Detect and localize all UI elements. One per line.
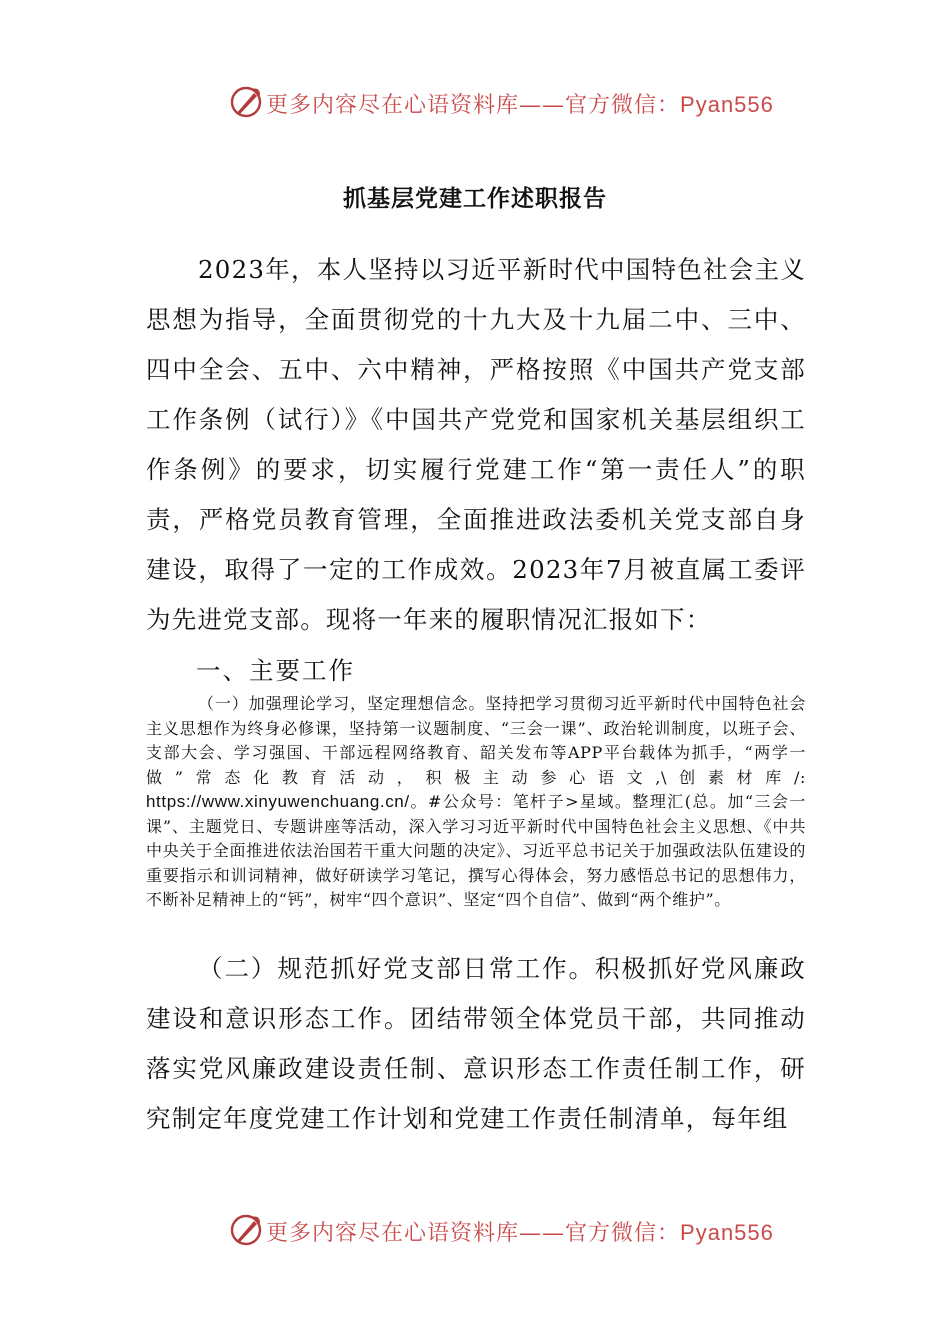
item-1-text-part1: （一）加强理论学习，坚定理想信念。坚持把学习贯彻习近平新时代中国特色社会主义思想作为终身必修课，坚持第一议题制度、“三会一课”、政治轮训制度，以班子会、支部大会、学习强国、干部远程网络教育、韶关发布等APP平台载体为抓手，“两学一做”常态化教育活动，积极主动参心语文,\创素材库/: — [146, 694, 806, 787]
item-1-paragraph — [146, 692, 806, 913]
watermark-wechat-id: Pyan556 — [680, 92, 774, 117]
watermark-wechat-id: Pyan556 — [680, 1220, 774, 1245]
item-1-url: https://www.xinyuwenchuang.cn/ — [146, 792, 410, 811]
quill-logo-icon — [228, 84, 264, 120]
item-2-paragraph: （二）规范抓好党支部日常工作。积极抓好党风廉政建设和意识形态工作。团结带领全体党员干部，共同推动落实党风廉政建设责任制、意识形态工作责任制工作，研究制定年度党建工作计划和党建工作责任制清单，每年组 — [146, 954, 806, 1133]
watermark-text — [266, 88, 774, 119]
section-heading-main-work: 一、主要工作 — [196, 656, 355, 685]
watermark-text — [266, 1216, 774, 1247]
quill-logo-icon — [228, 1212, 264, 1248]
watermark-brand: 更多内容尽在心语资料库 — [266, 93, 520, 118]
watermark-label: 官方微信： — [565, 93, 681, 118]
intro-paragraph: 2023年，本人坚持以习近平新时代中国特色社会主义思想为指导，全面贯彻党的十九大及十九届二中、三中、四中全会、五中、六中精神，严格按照《中国共产党支部工作条例（试行）》《中国共产党党和国家机关基层组织工作条例》的要求，切实履行党建工作“第一责任人”的职责，严格党员教育管理，全面推进政法委机关党支部自身建设，取得了一定的工作成效。2023年7月被直属工委评为先进党支部。现将一年来的履职情况汇报如下： — [146, 255, 806, 634]
watermark-brand: 更多内容尽在心语资料库 — [266, 1221, 520, 1246]
watermark-label: 官方微信： — [565, 1221, 681, 1246]
header-watermark-banner — [0, 80, 950, 124]
item-1-text-part2: 。#公众号：笔杆子>星域。整理汇(总。加“三会一课”、主题党日、专题讲座等活动，深入学习习近平新时代中国特色社会主义思想、《中共中央关于全面推进依法治国若干重大问题的决定》、习近平总书记关于加强政法队伍建设的重要指示和训词精神，做好研读学习笔记，撰写心得体会，努力感悟总书记的思想伟力，不断补足精神上的“钙”，树牢“四个意识”、坚定“四个自信”、做到“两个维护”。 — [146, 792, 806, 909]
footer-watermark-banner — [0, 1208, 950, 1252]
document-title: 抓基层党建工作述职报告 — [343, 185, 607, 212]
watermark-dash: —— — [519, 1221, 566, 1246]
watermark-dash: —— — [519, 93, 566, 118]
